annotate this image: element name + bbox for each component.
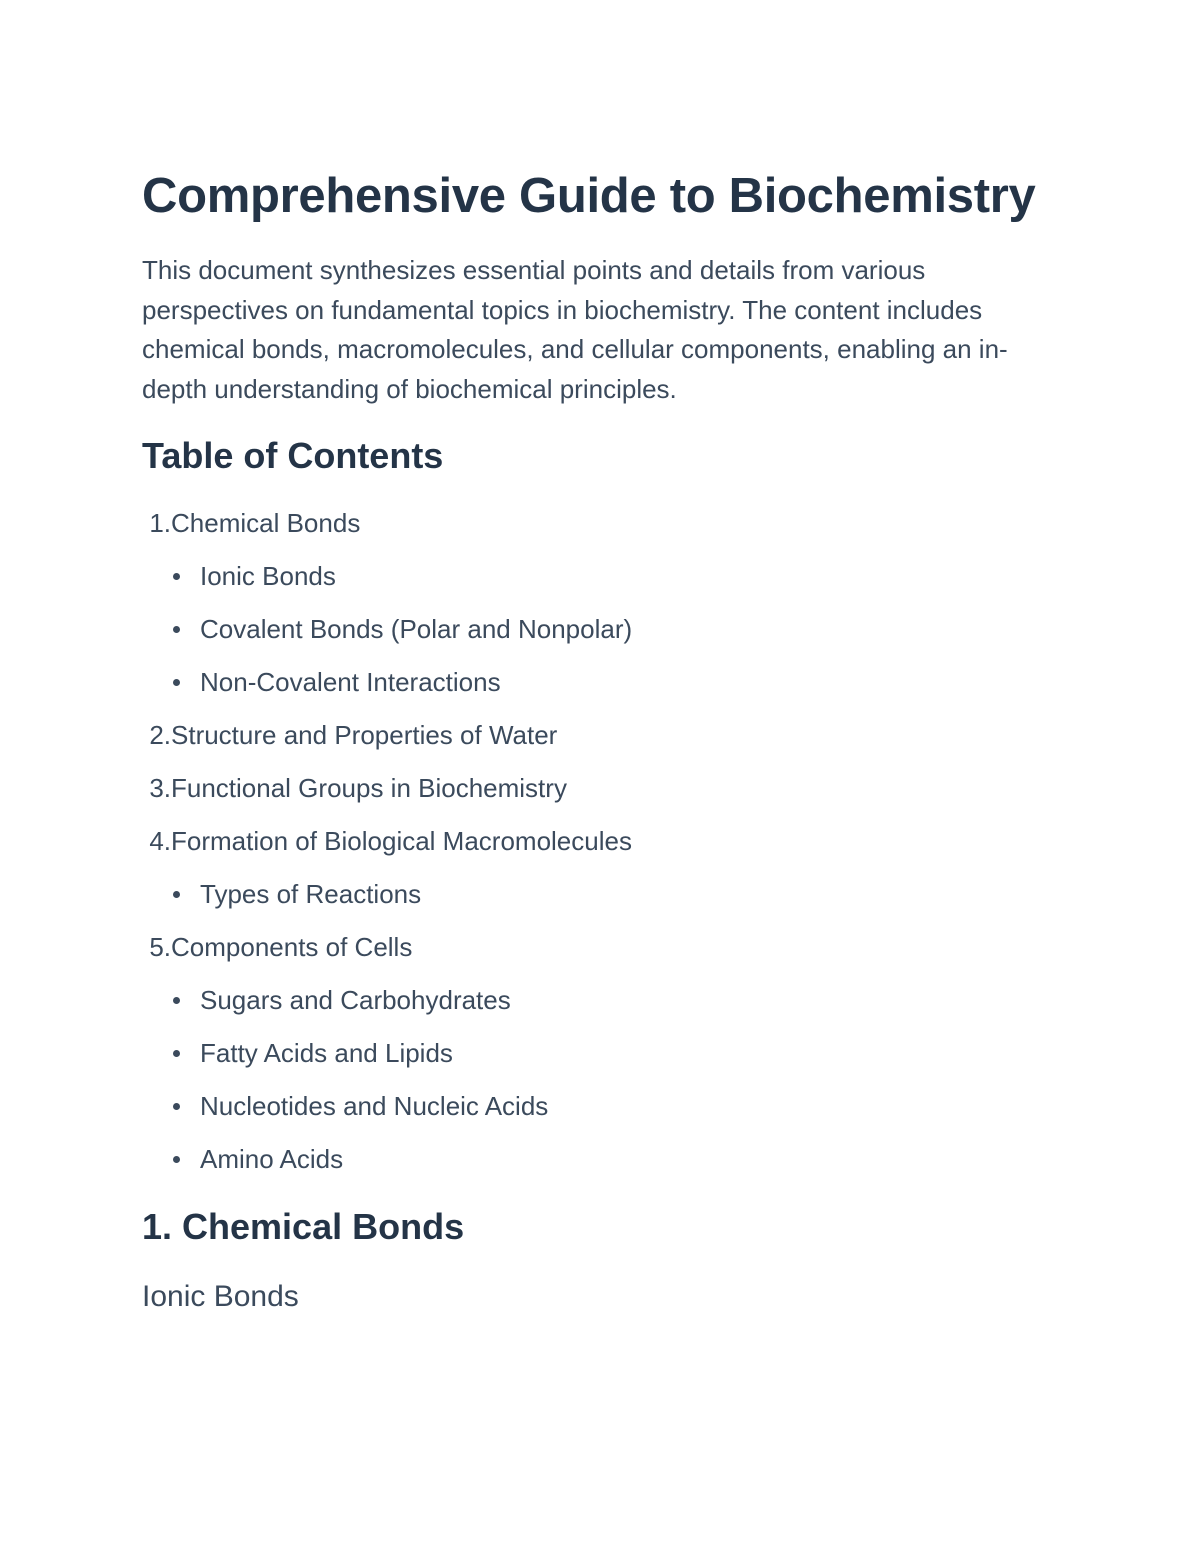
toc-item-label: Structure and Properties of Water xyxy=(171,720,558,750)
table-of-contents xyxy=(142,505,1072,1194)
toc-subitem-lipids[interactable] xyxy=(142,1035,1072,1088)
toc-subitem-sugars[interactable] xyxy=(142,982,1072,1035)
toc-item-number: 3. xyxy=(149,773,171,803)
toc-subitem-label: Sugars and Carbohydrates xyxy=(200,985,511,1015)
bullet-icon xyxy=(173,997,180,1004)
subsection-heading: Ionic Bonds xyxy=(142,1280,299,1313)
toc-item-functional-groups[interactable] xyxy=(142,770,1072,823)
toc-subitem-label: Covalent Bonds (Polar and Nonpolar) xyxy=(200,614,633,644)
toc-subitem-label: Types of Reactions xyxy=(200,879,422,909)
toc-subitem-label: Non-Covalent Interactions xyxy=(200,667,501,697)
toc-item-label: Chemical Bonds xyxy=(171,508,361,538)
toc-item-water[interactable] xyxy=(142,717,1072,770)
toc-item-number: 4. xyxy=(149,826,171,856)
toc-item-label: Functional Groups in Biochemistry xyxy=(171,773,567,803)
toc-subitem-label: Fatty Acids and Lipids xyxy=(200,1038,453,1068)
toc-item-label: Formation of Biological Macromolecules xyxy=(171,826,632,856)
section-heading: 1. Chemical Bonds xyxy=(142,1206,465,1247)
bullet-icon xyxy=(173,1103,180,1110)
toc-subitem-label: Amino Acids xyxy=(200,1144,344,1174)
toc-heading: Table of Contents xyxy=(142,435,444,476)
toc-item-number: 5. xyxy=(149,932,171,962)
toc-subitem-nucleotides[interactable] xyxy=(142,1088,1072,1141)
toc-item-cell-components[interactable] xyxy=(142,929,1072,982)
toc-subitem-reactions[interactable] xyxy=(142,876,1072,929)
intro-paragraph: This document synthesizes essential points and details from various perspectives on fundamental topics in biochemistry. The content includes chemical bonds, macromolecules, and cellular components, enabling an in-depth understanding of biochemical principles. xyxy=(142,255,1008,404)
toc-item-number: 2. xyxy=(149,720,171,750)
bullet-icon xyxy=(173,573,180,580)
toc-item-label: Components of Cells xyxy=(171,932,413,962)
bullet-icon xyxy=(173,891,180,898)
toc-subitem-label: Nucleotides and Nucleic Acids xyxy=(200,1091,549,1121)
bullet-icon xyxy=(173,626,180,633)
bullet-icon xyxy=(173,1050,180,1057)
toc-item-number: 1. xyxy=(149,508,171,538)
toc-subitem-covalent-bonds[interactable] xyxy=(142,611,1072,664)
toc-subitem-non-covalent[interactable] xyxy=(142,664,1072,717)
bullet-icon xyxy=(173,1156,180,1163)
toc-subitem-amino-acids[interactable] xyxy=(142,1141,1072,1194)
document-title: Comprehensive Guide to Biochemistry xyxy=(142,169,1036,223)
toc-subitem-ionic-bonds[interactable] xyxy=(142,558,1072,611)
bullet-icon xyxy=(173,679,180,686)
toc-subitem-label: Ionic Bonds xyxy=(200,561,336,591)
toc-item-macromolecules[interactable] xyxy=(142,823,1072,876)
toc-item-chemical-bonds[interactable] xyxy=(142,505,1072,558)
